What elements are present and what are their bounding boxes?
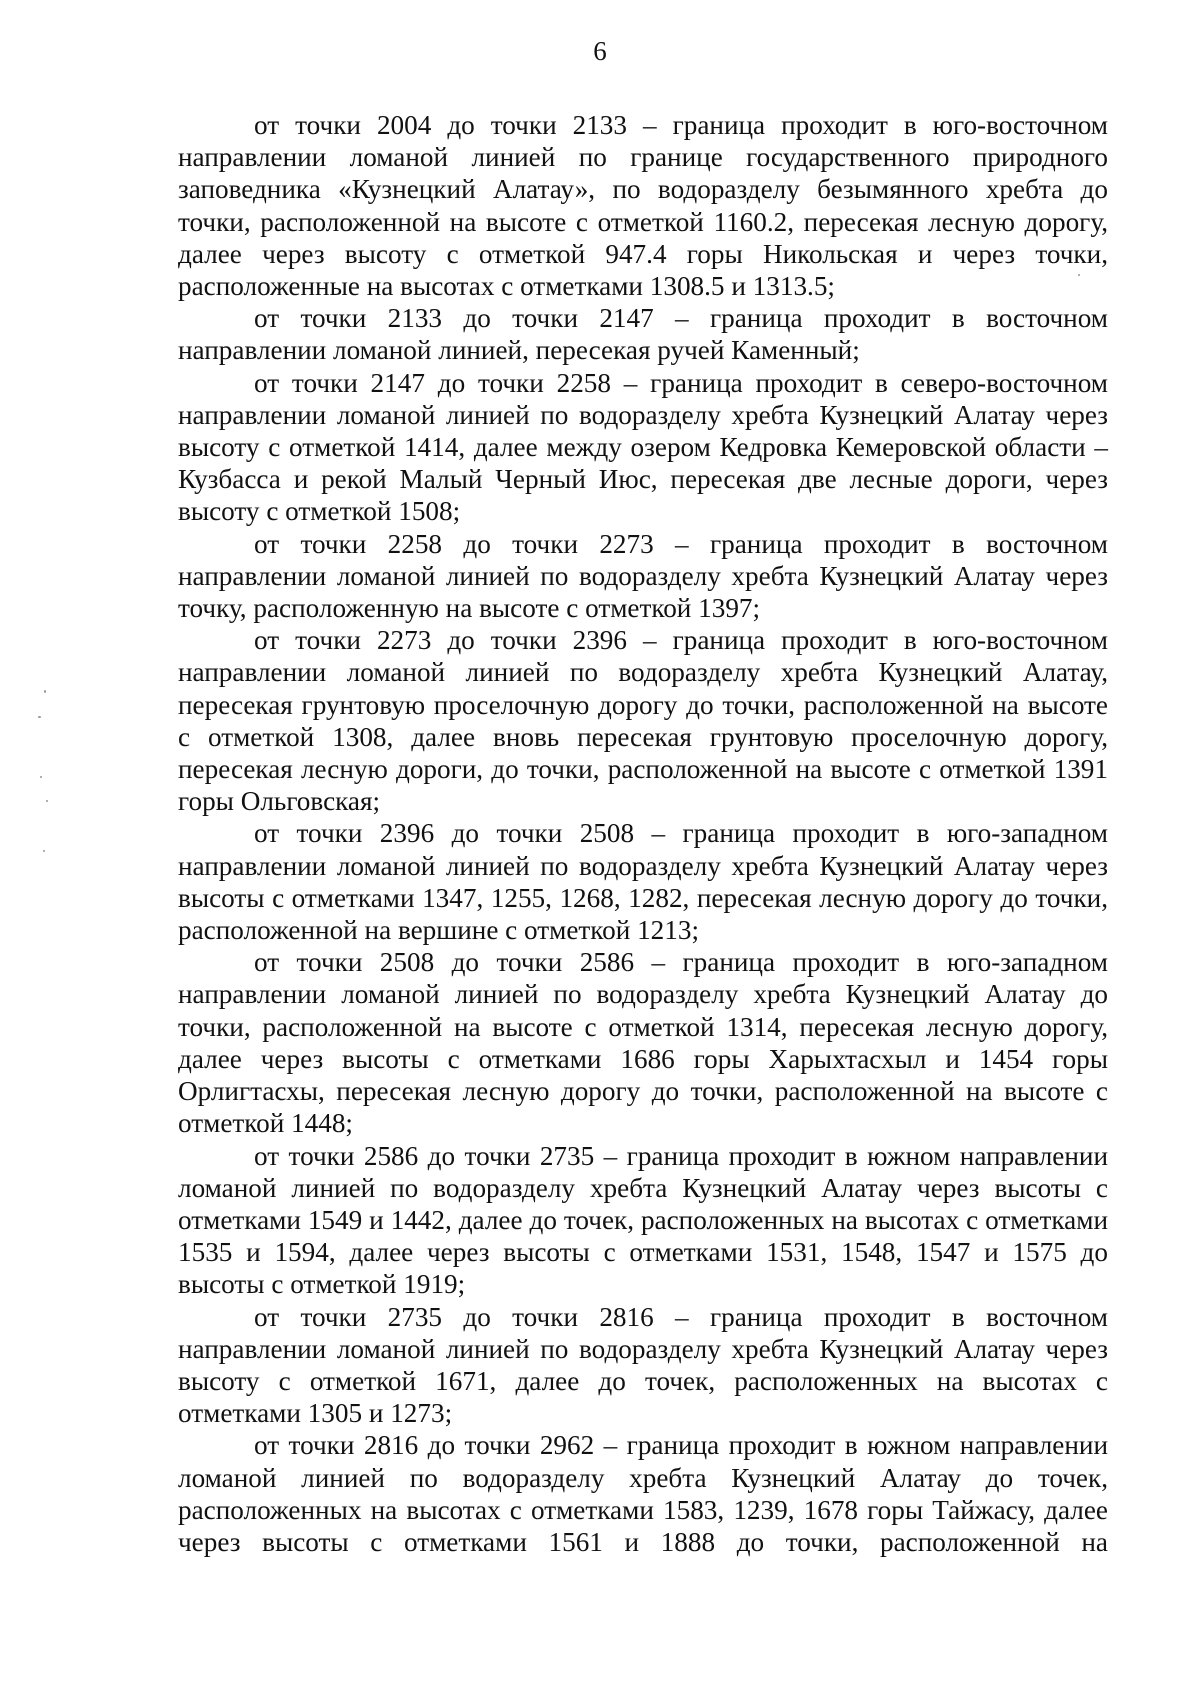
scan-speck bbox=[46, 800, 48, 802]
scan-speck bbox=[44, 690, 46, 693]
paragraph: от точки 2133 до точки 2147 – граница проходит в восточном направлении ломаной линией, пересекая ручей Каменный; bbox=[178, 303, 1108, 366]
paragraph: от точки 2586 до точки 2735 – граница проходит в южном направлении ломаной линией по водоразделу хребта Кузнецкий Алатау через высоты с отметками 1549 и 1442, далее до точек, расположенных на высотах с отметками 1535 и 1594, далее через высоты с отметками 1531, 1548, 1547 и 1575 до высоты с отметкой 1919; bbox=[178, 1140, 1108, 1300]
paragraph: от точки 2258 до точки 2273 – граница проходит в восточном направлении ломаной линией по водоразделу хребта Кузнецкий Алатау через точку, расположенную на высоте с отметкой 1397; bbox=[178, 528, 1108, 624]
page-number: 6 bbox=[593, 36, 607, 66]
paragraph: от точки 2147 до точки 2258 – граница проходит в северо-восточном направлении ломаной линией по водоразделу хребта Кузнецкий Алатау через высоту с отметкой 1414, далее между озером Кедровка Кемеровской области – Кузбасса и рекой Малый Черный Июс, пересекая две лесные дороги, через высоту с отметкой 1508; bbox=[178, 367, 1108, 527]
paragraph: от точки 2735 до точки 2816 – граница проходит в восточном направлении ломаной линией по водоразделу хребта Кузнецкий Алатау через высоту с отметкой 1671, далее до точек, расположенных на высотах с отметками 1305 и 1273; bbox=[178, 1301, 1108, 1429]
scan-speck bbox=[1078, 274, 1080, 276]
paragraph: от точки 2508 до точки 2586 – граница проходит в юго-западном направлении ломаной линией по водоразделу хребта Кузнецкий Алатау до точки, расположенной на высоте с отметкой 1314, пересекая лесную дорогу, далее через высоты с отметками 1686 горы Харыхтасхыл и 1454 горы Орлигтасхы, пересекая лесную дорогу до точки, расположенной на высоте с отметкой 1448; bbox=[178, 947, 1108, 1139]
scan-speck bbox=[43, 850, 45, 852]
paragraph-last: от точки 2816 до точки 2962 – граница проходит в южном направлении ломаной линией по водоразделу хребта Кузнецкий Алатау до точек, расположенных на высотах с отметками 1583, 1239, 1678 горы Тайжасу, далее через высоты с отметками 1561 и 1888 до точки, расположенной на bbox=[178, 1430, 1108, 1557]
paragraph: от точки 2273 до точки 2396 – граница проходит в юго-восточном направлении ломаной линией по водоразделу хребта Кузнецкий Алатау, пересекая грунтовую проселочную дорогу до точки, расположенной на высоте с отметкой 1308, далее вновь пересекая грунтовую проселочную дорогу, пересекая лесную дороги, до точки, расположенной на высоте с отметкой 1391 горы Ольговская; bbox=[178, 625, 1108, 817]
scan-speck bbox=[38, 716, 41, 718]
document-body bbox=[178, 109, 1108, 1558]
scan-speck bbox=[40, 776, 42, 778]
paragraph: от точки 2396 до точки 2508 – граница проходит в юго-западном направлении ломаной линией по водоразделу хребта Кузнецкий Алатау через высоты с отметками 1347, 1255, 1268, 1282, пересекая лесную дорогу до точки, расположенной на вершине с отметкой 1213; bbox=[178, 818, 1108, 946]
paragraph: от точки 2004 до точки 2133 – граница проходит в юго-восточном направлении ломаной линией по границе государственного природного заповедника «Кузнецкий Алатау», по водоразделу безымянного хребта до точки, расположенной на высоте с отметкой 1160.2, пересекая лесную дорогу, далее через высоту с отметкой 947.4 горы Никольская и через точки, расположенные на высотах с отметками 1308.5 и 1313.5; bbox=[178, 110, 1108, 302]
